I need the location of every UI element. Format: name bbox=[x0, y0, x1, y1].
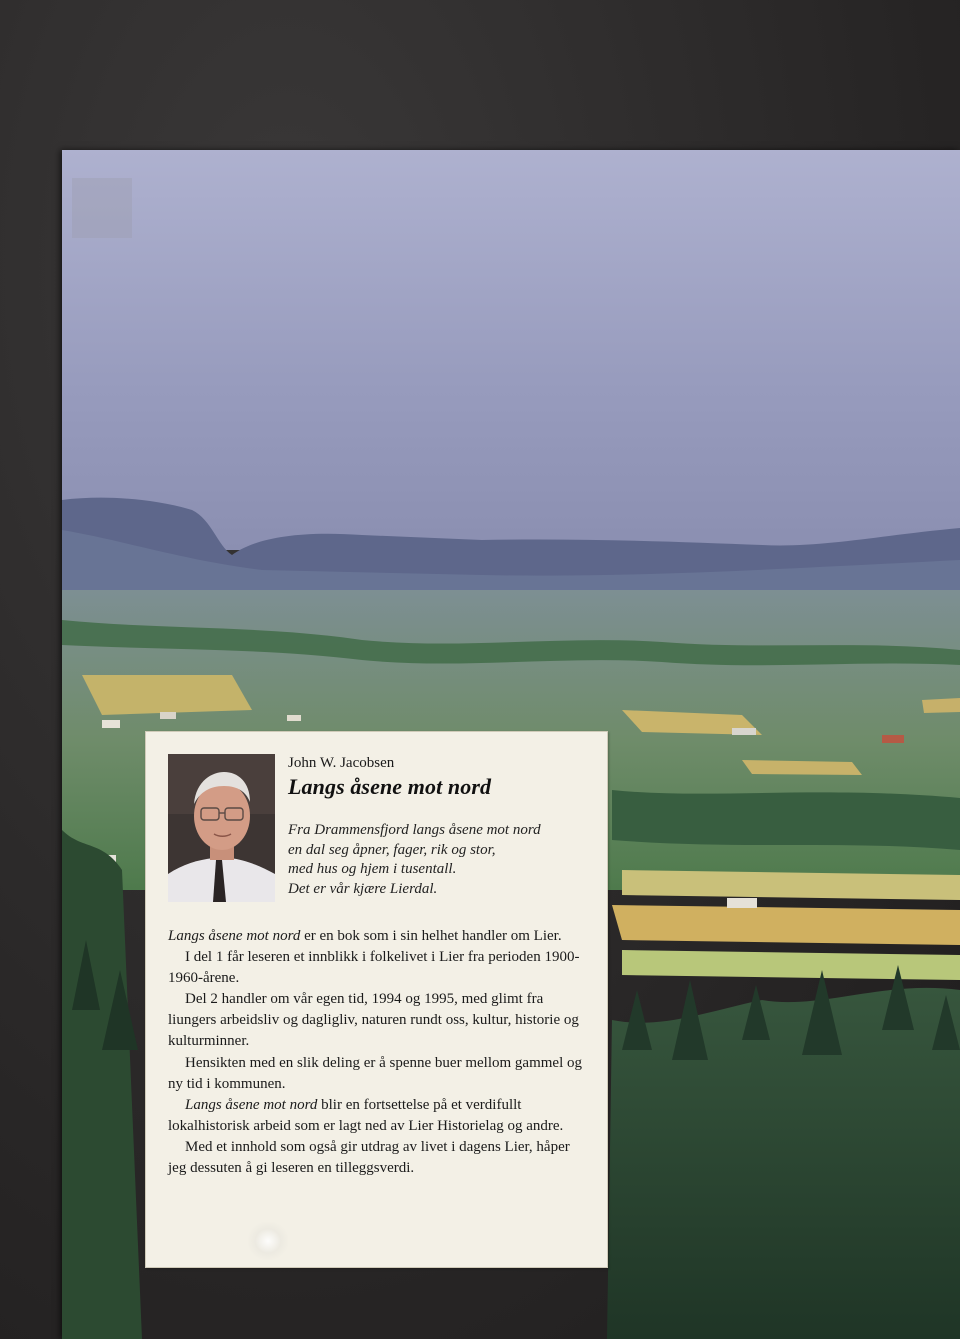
author-name: John W. Jacobsen bbox=[288, 755, 395, 771]
book-title: Langs åsene mot nord bbox=[288, 774, 492, 799]
book-title-inline: Langs åsene mot nord bbox=[168, 928, 301, 944]
author-photo bbox=[168, 754, 275, 902]
worn-scuff-mark bbox=[248, 1222, 288, 1260]
blurb-paragraph: Med et innhold som også gir utdrag av livet i dagens Lier, håper jeg dessuten å gi leseren en tilleggsverdi. bbox=[168, 1138, 570, 1177]
blurb-panel bbox=[145, 731, 608, 1268]
poem-verse bbox=[288, 821, 598, 899]
blurb-paragraph: Del 2 handler om vår egen tid, 1994 og 1995, med glimt fra liungers arbeidsliv og dagligliv, naturen rundt oss, kultur, historie og kulturminner. bbox=[168, 991, 579, 1050]
blurb-text bbox=[168, 926, 588, 1179]
blurb-text-span: blir en fortsettelse på et verdifullt lokalhistorisk arbeid som er lagt ned av Lier Historielag og andre. bbox=[168, 1096, 564, 1134]
blurb-paragraph: Hensikten med en slik deling er å spenne buer mellom gammel og ny tid i kommunen. bbox=[168, 1054, 582, 1092]
poem-line: Det er vår kjære Lierdal. bbox=[288, 880, 438, 897]
author-portrait-image bbox=[168, 754, 275, 902]
poem-line: en dal seg åpner, fager, rik og stor, bbox=[288, 841, 496, 858]
blurb-text-span: er en bok som i sin helhet handler om Lier. bbox=[300, 928, 562, 944]
blurb-paragraph bbox=[168, 1095, 588, 1137]
poem-line: Fra Drammensfjord langs åsene mot nord bbox=[288, 822, 541, 838]
blurb-paragraph: I del 1 får leseren et innblikk i folkelivet i Lier fra perioden 1900-1960-årene. bbox=[168, 949, 580, 987]
book-title-inline: Langs åsene mot nord bbox=[185, 1096, 318, 1113]
poem-line: med hus og hjem i tusentall. bbox=[288, 861, 457, 878]
blurb-paragraph bbox=[168, 926, 588, 947]
